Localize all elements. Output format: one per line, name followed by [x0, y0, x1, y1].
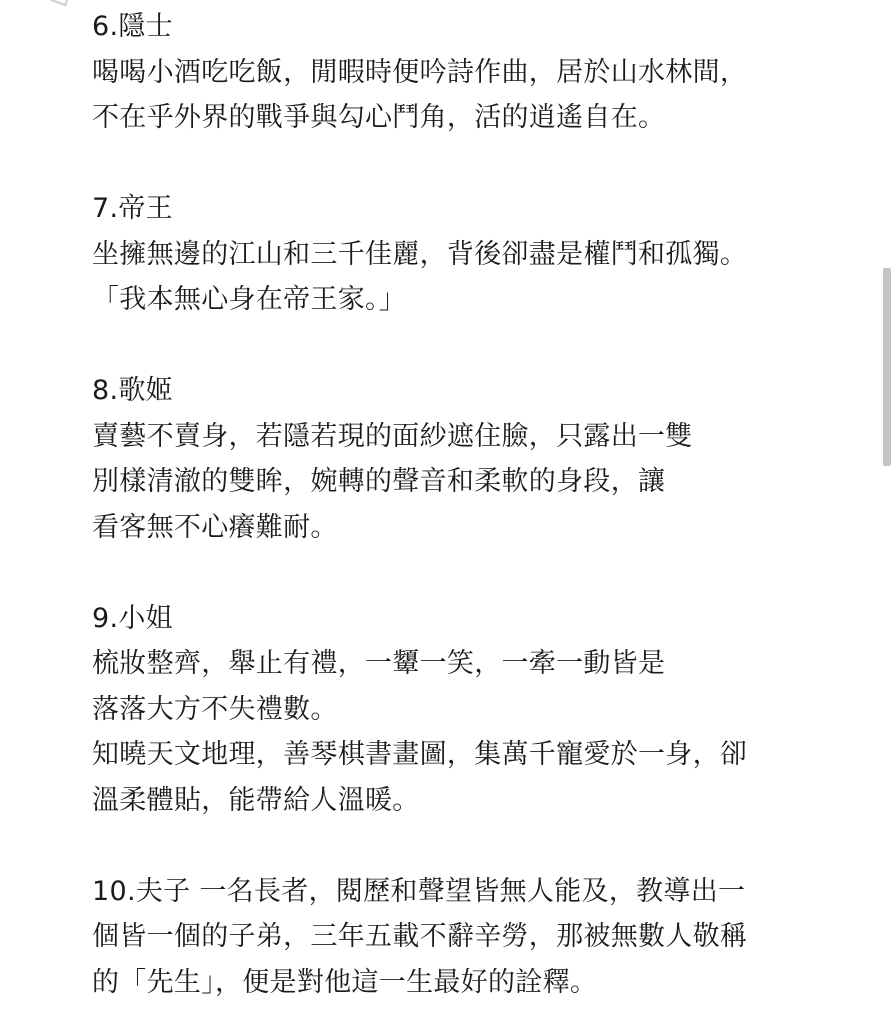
corner-fold-mark: [51, 0, 69, 6]
scrollbar[interactable]: [881, 0, 891, 1024]
section-title: 6.隱士: [92, 11, 173, 42]
paragraph-line: 知曉天文地理，善琴棋書畫圖，集萬千寵愛於一身，卻: [92, 739, 748, 770]
paragraph-line: 坐擁無邊的江山和三千佳麗，背後卻盡是權鬥和孤獨。: [92, 238, 748, 270]
section-spacer: [92, 141, 862, 187]
paragraph-line: 別樣清澈的雙眸，婉轉的聲音和柔軟的身段，讓: [92, 466, 666, 497]
paragraph-line: 10.夫子 一名長者，閱歷和聲望皆無人能及，教導出一: [92, 875, 746, 907]
paragraph-line: 個皆一個的子弟，三年五載不辭辛勞，那被無數人敬稱: [92, 921, 748, 952]
section-spacer: [92, 323, 862, 369]
document-body: [92, 4, 862, 1005]
section-hermit: [92, 4, 862, 141]
paragraph-line: 賣藝不賣身，若隱若現的面紗遮住臉，只露出一雙: [92, 420, 693, 452]
scrollbar-thumb[interactable]: [883, 268, 891, 466]
section-singer: [92, 368, 862, 550]
paragraph-line: 的「先生」，便是對他這一生最好的詮釋。: [92, 966, 598, 998]
paragraph-line: 看客無不心癢難耐。: [92, 511, 338, 543]
section-lady: [92, 596, 862, 824]
paragraph-line: 喝喝小酒吃吃飯，閒暇時便吟詩作曲，居於山水林間，: [92, 56, 748, 88]
section-title: 7.帝王: [92, 193, 173, 224]
paragraph-line: 不在乎外界的戰爭與勾心鬥角，活的逍遙自在。: [92, 102, 666, 133]
section-teacher: [92, 869, 862, 1006]
paragraph-line: 「我本無心身在帝王家。」: [92, 284, 407, 315]
section-emperor: [92, 186, 862, 323]
section-spacer: [92, 823, 862, 869]
paragraph-line: 梳妝整齊，舉止有禮，一顰一笑，一牽一動皆是: [92, 648, 666, 679]
section-spacer: [92, 550, 862, 596]
section-title: 8.歌姬: [92, 375, 173, 406]
paragraph-line: 落落大方不失禮數。: [92, 693, 338, 725]
section-title: 9.小姐: [92, 602, 173, 634]
paragraph-line: 溫柔體貼，能帶給人溫暖。: [92, 784, 420, 816]
